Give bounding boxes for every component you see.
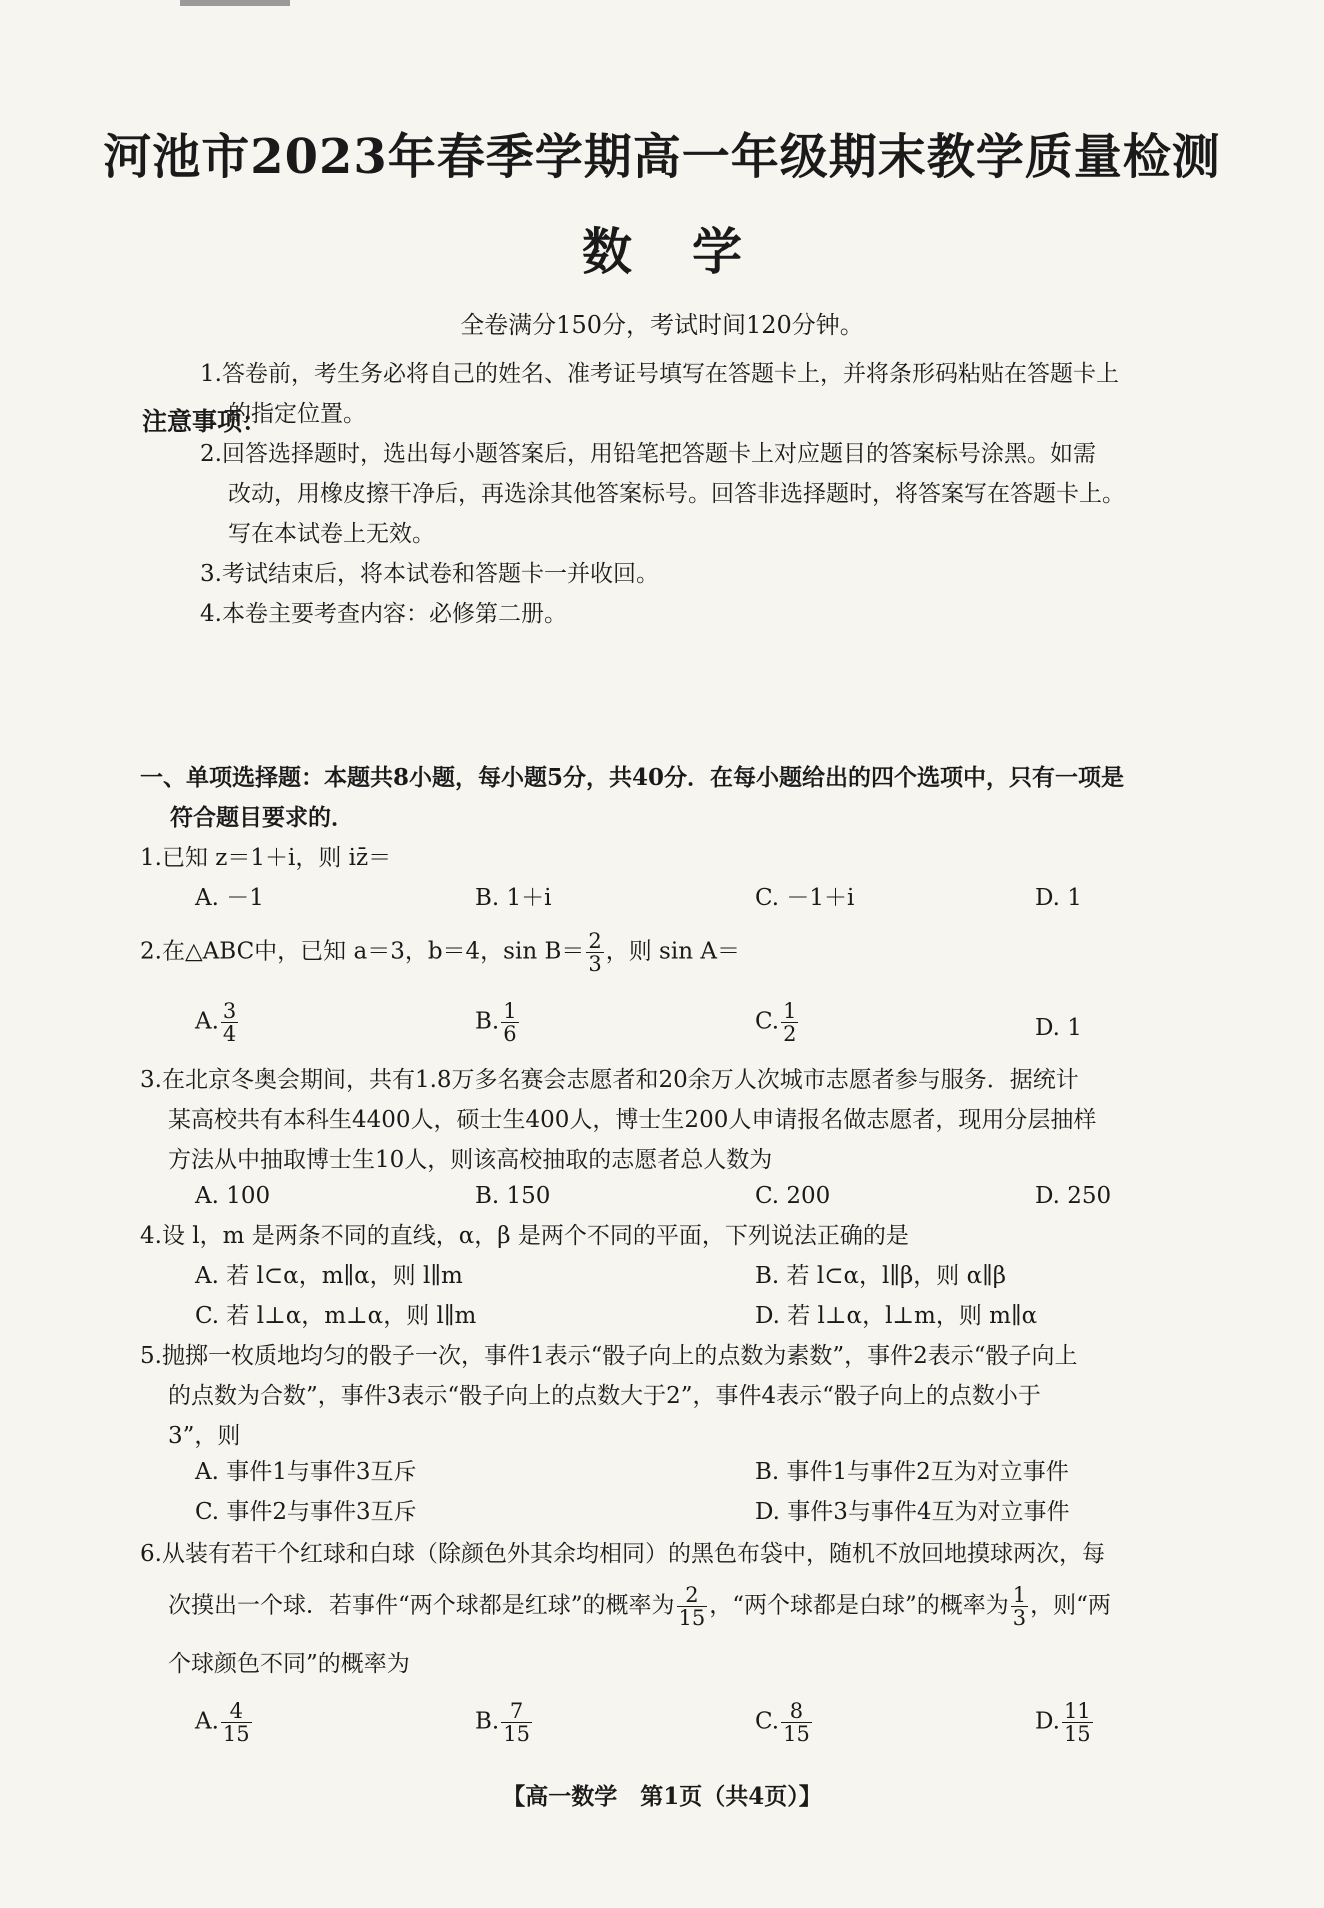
question-6-options [195,1700,1295,1756]
q2-stem-a: 2.在△ABC中，已知 a＝3，b＝4，sin B＝ [140,938,585,965]
q6-frac-red: $\frac{2}{15}$ [678,1583,706,1630]
note-4: 4.本卷主要考查内容：必修第二册。 [200,601,567,627]
q6-option-c: C. $\frac{8}{15}$ [755,1699,810,1746]
notes-heading: 注意事项： [142,407,268,436]
q3-option-d: D. 250 [1035,1183,1112,1209]
exam-title: 河池市2023年春季学期高一年级期末教学质量检测 [103,129,1221,185]
q4-option-b: B. 若 l⊂α，l∥β，则 α∥β [755,1263,1007,1289]
q2-frac: $\frac{2}{3}$ [588,929,602,976]
q1-option-b: B. 1＋i [475,885,552,911]
question-1-stem: 1.已知 z＝1＋i，则 iz̄＝ [140,845,392,871]
question-5-stem [140,1336,1290,1456]
question-4-options-row1 [195,1256,1295,1296]
q5-line-2: 的点数为合数”，事件3表示“骰子向上的点数大于2”，事件4表示“骰子向上的点数小于 [168,1383,1041,1409]
q2-option-a: A. $\frac{3}{4}$ [195,999,237,1046]
question-4-stem: 4.设 l，m 是两条不同的直线，α，β 是两个不同的平面，下列说法正确的是 [140,1223,909,1249]
note-2c: 写在本试卷上无效。 [228,521,435,547]
q3-line-2: 某高校共有本科生4400人，硕士生400人，博士生200人申请报名做志愿者，现用分层抽样 [168,1107,1097,1133]
note-1b: 的指定位置。 [228,401,366,427]
section-heading [140,758,1290,838]
question-6-line-3: 个球颜色不同”的概率为 [168,1651,410,1677]
question-3-options [195,1176,1295,1216]
page-footer: 【高一数学 第1页（共4页）】 [502,1783,822,1810]
q5-line-1: 5.抛掷一枚质地均匀的骰子一次，事件1表示“骰子向上的点数为素数”，事件2表示“骰子向上 [140,1343,1078,1369]
scan-mark [180,0,290,6]
q3-line-1: 3.在北京冬奥会期间，共有1.8万多名赛会志愿者和20余万人次城市志愿者参与服务．据统计 [140,1067,1079,1093]
note-1a: 1.答卷前，考生务必将自己的姓名、准考证号填写在答题卡上，并将条形码粘贴在答题卡上 [200,361,1119,387]
question-5-options-row1 [195,1452,1295,1492]
q1-option-c: C. －1＋i [755,885,855,911]
question-5-options-row2 [195,1492,1295,1532]
question-2-stem [140,930,1290,975]
exam-meta: 全卷满分150分，考试时间120分钟。 [460,311,864,339]
section-line-2: 符合题目要求的． [170,804,354,831]
q5-option-b: B. 事件1与事件2互为对立事件 [755,1459,1069,1485]
q5-option-d: D. 事件3与事件4互为对立事件 [755,1499,1070,1525]
q4-option-c: C. 若 l⊥α，m⊥α，则 l∥m [195,1303,477,1329]
note-2a: 2.回答选择题时，选出每小题答案后，用铅笔把答题卡上对应题目的答案标号涂黑。如需 [200,441,1096,467]
question-1-options [195,878,1295,918]
q3-option-b: B. 150 [475,1183,551,1209]
q4-option-a: A. 若 l⊂α，m∥α，则 l∥m [195,1263,463,1289]
note-2b: 改动，用橡皮擦干净后，再选涂其他答案标号。回答非选择题时，将答案写在答题卡上。 [228,481,1125,507]
q2-stem-b: ，则 sin A＝ [605,938,740,965]
q6-frac-white: $\frac{1}{3}$ [1012,1583,1027,1630]
q1-option-d: D. 1 [1035,885,1082,911]
question-6-line-1: 6.从装有若干个红球和白球（除颜色外其余均相同）的黑色布袋中，随机不放回地摸球两次，每 [140,1541,1105,1567]
question-6-line-2: 次摸出一个球．若事件“两个球都是红球”的概率为 $\frac{2}{15}$ ，“两个球都是白球”的概率为 $\frac{1}{3}$ ，则“两 [168,1583,1111,1630]
question-3-stem [140,1060,1290,1180]
q3-option-c: C. 200 [755,1183,831,1209]
q6-option-a: A. $\frac{4}{15}$ [195,1699,250,1746]
q5-option-c: C. 事件2与事件3互斥 [195,1499,417,1525]
question-4-options-row2 [195,1296,1295,1336]
q2-option-b: B. $\frac{1}{6}$ [475,999,517,1046]
q1-option-a: A. －1 [195,885,264,911]
question-2-options [195,1000,1295,1056]
q5-option-a: A. 事件1与事件3互斥 [195,1459,417,1485]
section-line-1: 一、单项选择题：本题共8小题，每小题5分，共40分．在每小题给出的四个选项中，只有一项是 [140,764,1125,791]
q2-option-c: C. $\frac{1}{2}$ [755,999,797,1046]
q6-option-d: D. $\frac{11}{15}$ [1035,1699,1091,1746]
q5-line-3: 3”，则 [168,1423,241,1449]
q3-line-3: 方法从中抽取博士生10人，则该高校抽取的志愿者总人数为 [168,1147,773,1173]
q3-option-a: A. 100 [195,1183,271,1209]
q6-option-b: B. $\frac{7}{15}$ [475,1699,530,1746]
q2-option-d: D. 1 [1035,1015,1082,1041]
note-3: 3.考试结束后，将本试卷和答题卡一并收回。 [200,561,659,587]
subject-title: 数学 [582,222,802,281]
q4-option-d: D. 若 l⊥α，l⊥m，则 m∥α [755,1303,1038,1329]
